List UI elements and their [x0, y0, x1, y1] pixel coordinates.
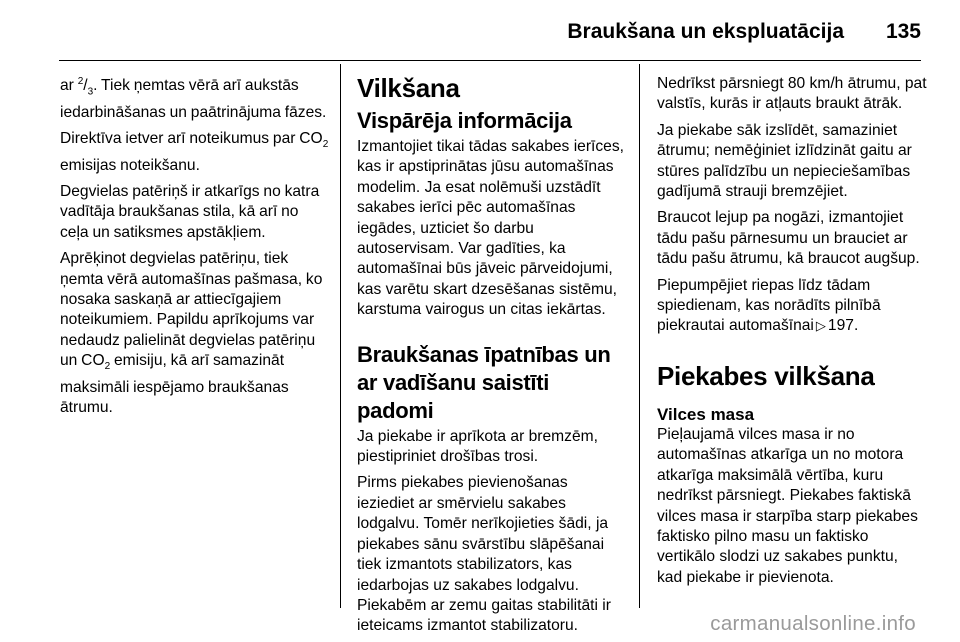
subsection-heading: Braukšanas īpatnības un ar vadīšanu saistīti padomi: [357, 341, 611, 423]
paragraph: Nedrīkst pārsniegt 80 km/h ātrumu, pat valstīs, kurās ir atļauts braukt ātrāk.: [657, 75, 927, 113]
paragraph: Pieļaujamā vilces masa ir no automašīnas atkarīga un no motora atkarīga maksimālā vērtība, kuru nedrīkst pārsniegt. Piekabes faktiskā vilces masa ir starpība starp piekabes faktisko pilno masu un faktisko vertikālo slodzi uz sakabes punktu, kad piekabe ir pievienota.: [657, 425, 918, 586]
paragraph: Direktīva ietver arī noteikumus par $CO_2$ emisijas noteikšanu.: [60, 130, 329, 174]
page-reference[interactable]: 197: [827, 317, 854, 335]
paragraph: Degvielas patēriņš ir atkarīgs no katra vadītāja braukšanas stila, kā arī no ceļa un satiksmes apstākļiem.: [60, 183, 320, 241]
subsection-heading: Vilces masa: [657, 404, 755, 424]
page-header: [0, 20, 960, 60]
paragraph: ar $^2/_3$. Tiek ņemtas vērā arī aukstās iedarbināšanas un paātrinājuma fāzes.: [60, 76, 327, 121]
section-heading: Vilkšana: [357, 73, 460, 103]
paragraph: Piepumpējiet riepas līdz tādam spiedienam, kas norādīts pilnībā piekrautai automašīnai ▷ 197.: [657, 276, 927, 337]
watermark: carmanualsonline.info: [710, 612, 916, 635]
paragraph: Pirms piekabes pievienošanas ieziediet ar smērvielu sakabes lodgalvu. Tomēr nerīkojieties šādi, ja piekabes sānu svārstību slāpēšanai tiek izmantots stabilizators, kas iedarbojas uz sakabes lodgalvu. Piekabēm ar zemu gaitas stabilitāti ir ieteicams izmantot stabilizatoru.: [357, 474, 611, 635]
header-divider: [59, 60, 921, 61]
paragraph: Braucot lejup pa nogāzi, izmantojiet tādu pašu pārnesumu un brauciet ar tādu pašu ātrumu, kā braucot augšup.: [657, 209, 920, 268]
subsection-heading: Vispārēja informācija: [357, 108, 572, 133]
paragraph: Aprēķinot degvielas patēriņu, tiek ņemta vērā automašīnas pašmasa, ko nosaka saskaņā ar attiecīgajiem noteikumiem. Papildu aprīkojums var nedaudz palielināt degvielas patēriņu un $CO_2$ emisiju, kā arī samazināt maksimāli iespējamo braukšanas ātrumu.: [60, 250, 323, 417]
paragraph: Ja piekabe ir aprīkota ar bremzēm, piestipriniet drošības trosi.: [357, 427, 598, 466]
column-2: [357, 73, 627, 642]
paragraph: Izmantojiet tikai tādas sakabes ierīces, kas ir apstiprinātas jūsu automašīnas modelim. Ja esat nolēmuši uzstādīt sakabes ierīci pēc automašīnas iegādes, uzticiet šo darbu autoservisam. Var gadīties, ka automašīnai būs jāveic pārveidojumi, kas varētu skart dzesēšanas sistēmu, karstuma vairogus un citas iekārtas.: [357, 138, 624, 319]
section-heading: Piekabes vilkšana: [657, 360, 875, 391]
column-divider-2: [639, 64, 640, 608]
column-divider-1: [340, 64, 341, 608]
paragraph: Ja piekabe sāk izslīdēt, samaziniet ātrumu; nemēģiniet izlīdzināt gaitu ar stūres palīdzību un nepieciešamības gadījumā strauji bremzējiet.: [657, 121, 912, 201]
column-1: [60, 72, 330, 425]
column-3: [657, 74, 927, 594]
arrow-right-icon: ▷: [815, 318, 826, 334]
chapter-title: Braukšana un ekspluatācija: [567, 20, 844, 43]
page-number: 135: [885, 20, 921, 43]
